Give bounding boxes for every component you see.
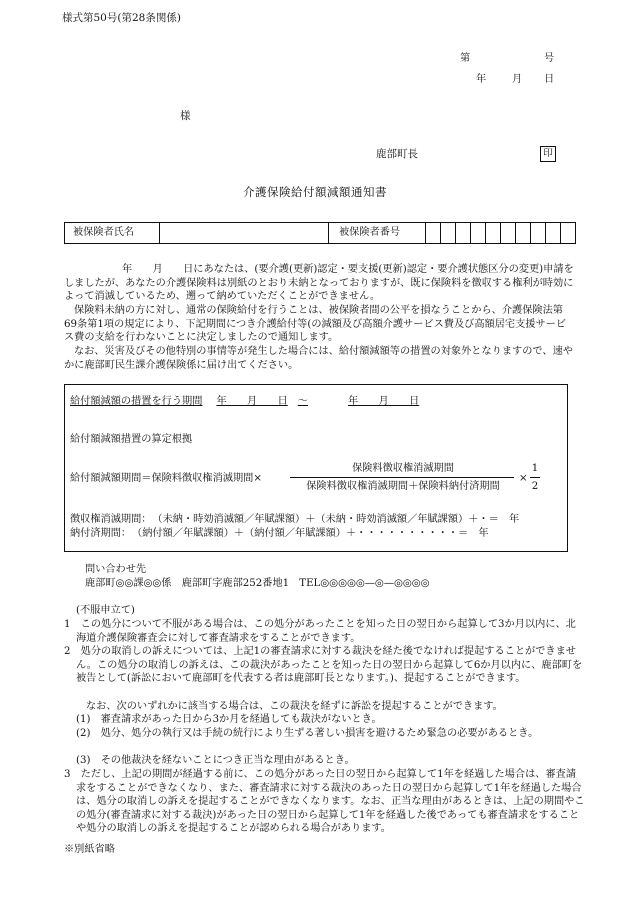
objection-item-3: 3 ただし、上記の期間が経過する前に、この処分があった日の翌日から起算して1年を経過した場合は、審査請求をすることができなくなり、また、審査請求に対する裁決のあった日の翌日から起算して1年を経過した場合は、処分の取消しの訴えを提起することができなくなります。なお、正当な理由があるときは、上記の期間やこの処分(審査請求に対する裁決)があった日の翌日から起算して1年を経過した後であっても審査請求をすることや処分の取消しの訴えを提起することが認められる場合があります。 bbox=[64, 769, 585, 835]
extinct-expression: （未納・時効消滅額／年賦課額）＋（未納・時効消滅額／年賦課額）＋・＝ 年 bbox=[157, 514, 520, 525]
insured-number-digit[interactable] bbox=[501, 223, 516, 244]
insured-number-digit[interactable] bbox=[516, 223, 531, 244]
insured-number-digit[interactable] bbox=[456, 223, 471, 244]
objection-item-2: 2 処分の取消しの訴えについては、上記1の審査請求に対する裁決を経た後でなければ提起することができません。この処分の取消しの訴えは、この裁決があったことを知った日の翌日から起算して6か月以内に、鹿部町を被告として(訴訟において鹿部町を代表する者は鹿部町長となります。)、提起することができます。 bbox=[64, 646, 583, 685]
formula-fraction-bar bbox=[290, 477, 514, 478]
basis-title: 給付額減額措置の算定根拠 bbox=[70, 434, 193, 445]
date-year: 年 bbox=[476, 74, 487, 85]
formula-denominator: 保険料徴収権消滅期間＋保険料納付済期間 bbox=[306, 481, 500, 492]
form-number: 様式第50号(第28条関係) bbox=[62, 12, 181, 24]
insured-number-digit[interactable] bbox=[531, 223, 546, 244]
body-paragraph-2: 保険料未納の方に対し、通常の保険給付を行うことは、被保険者間の公平を損なうことから、介護保険法第69条第1項の規定により、下記期間につき介護給付等(の減額及び高額介護サービス費及び高額居宅支援サービス費の支給を行わないことに決定しましたので通知します。 bbox=[64, 305, 567, 344]
extinct-label: 徴収権消滅期間： bbox=[70, 514, 152, 525]
paid-label: 納付済期間： bbox=[70, 528, 132, 539]
formula-numerator: 保険料徴収権消滅期間 bbox=[352, 463, 454, 474]
period-from: 年 月 日 bbox=[216, 396, 288, 407]
insured-name-field[interactable] bbox=[160, 223, 329, 244]
document-title: 介護保険給付額減額通知書 bbox=[243, 185, 387, 199]
objection-sub-2: (2) 処分、処分の執行又は手続の続行により生ずる著しい損害を避けるため緊急の必要があるとき。 bbox=[76, 728, 539, 739]
date-day: 日 bbox=[544, 74, 555, 85]
contact-title: 問い合わせ先 bbox=[85, 564, 147, 575]
objection-sub-1: (1) 審査請求があった日から3か月を経過しても裁決がないとき。 bbox=[76, 714, 382, 725]
doc-number-suffix: 号 bbox=[544, 53, 555, 64]
insured-number-digit[interactable] bbox=[426, 223, 441, 244]
date-month: 月 bbox=[512, 74, 523, 85]
addressee: 様 bbox=[180, 110, 191, 122]
insured-name-label: 被保険者氏名 bbox=[65, 223, 160, 244]
contact-line: 鹿部町◎◎課◎◎係 鹿部町字鹿部252番地1 TEL◎◎◎◎◎—◎—◎◎◎◎ bbox=[85, 578, 430, 589]
insured-number-digit[interactable] bbox=[546, 223, 561, 244]
footnote: ※別紙省略 bbox=[64, 844, 115, 855]
insured-table bbox=[64, 222, 576, 244]
paid-expression: （納付額／年賦課額）＋（納付額／年賦課額）＋・・・・・・・・・・＝ 年 bbox=[137, 528, 489, 539]
paid-row bbox=[70, 527, 489, 540]
issuer: 鹿部町長 bbox=[376, 148, 418, 160]
body-paragraph-1: 年 月 日にあなたは、(要介護(更新)認定・要支援(更新)認定・要介護状態区分の変更)申請をしましたが、あなたの介護保険料は別紙のとおり未納となっておりますが、既に保険料を徴収する権利が時効によって消滅しているため、遡って納めていただくことができません。 bbox=[64, 264, 574, 303]
body-paragraph-3: なお、災害及びその他特別の事情等が発生した場合には、給付額減額等の措置の対象外となりますので、速やかに鹿部町民生課介護保険係に届け出てください。 bbox=[64, 346, 573, 371]
insured-number-digit[interactable] bbox=[471, 223, 486, 244]
period-to: 年 月 日 bbox=[347, 396, 420, 407]
half-denominator: 2 bbox=[531, 481, 539, 492]
objection-title: (不服申立て) bbox=[76, 605, 135, 616]
period-label: 給付額減額の措置を行う期間 bbox=[70, 396, 203, 407]
insured-number-label: 被保険者番号 bbox=[329, 223, 426, 244]
period-tilde: 〜 bbox=[297, 396, 308, 407]
doc-number-prefix: 第 bbox=[460, 53, 471, 64]
half-fraction-bar bbox=[530, 477, 540, 478]
formula-times: × bbox=[519, 473, 528, 484]
formula-lhs: 給付額減額期間＝保険料徴収権消滅期間× bbox=[70, 473, 262, 484]
objection-item-2-note: なお、次のいずれかに該当する場合は、この裁決を経ずに訴訟を提起することができます。 bbox=[86, 701, 503, 712]
insured-number-digit[interactable] bbox=[561, 223, 576, 244]
objection-item-1: 1 この処分について不服がある場合は、この処分があったことを知った日の翌日から起算して3か月以内に、北海道介護保険審査会に対して審査請求をすることができます。 bbox=[64, 619, 576, 644]
extinct-row bbox=[70, 513, 519, 526]
objection-sub-3: (3) その他裁決を経ないことにつき正当な理由があるとき。 bbox=[76, 755, 355, 766]
insured-number-digit[interactable] bbox=[441, 223, 456, 244]
insured-number-digit[interactable] bbox=[486, 223, 501, 244]
period-row bbox=[70, 395, 429, 408]
seal-mark: 印 bbox=[540, 146, 556, 162]
half-numerator: 1 bbox=[531, 463, 539, 474]
